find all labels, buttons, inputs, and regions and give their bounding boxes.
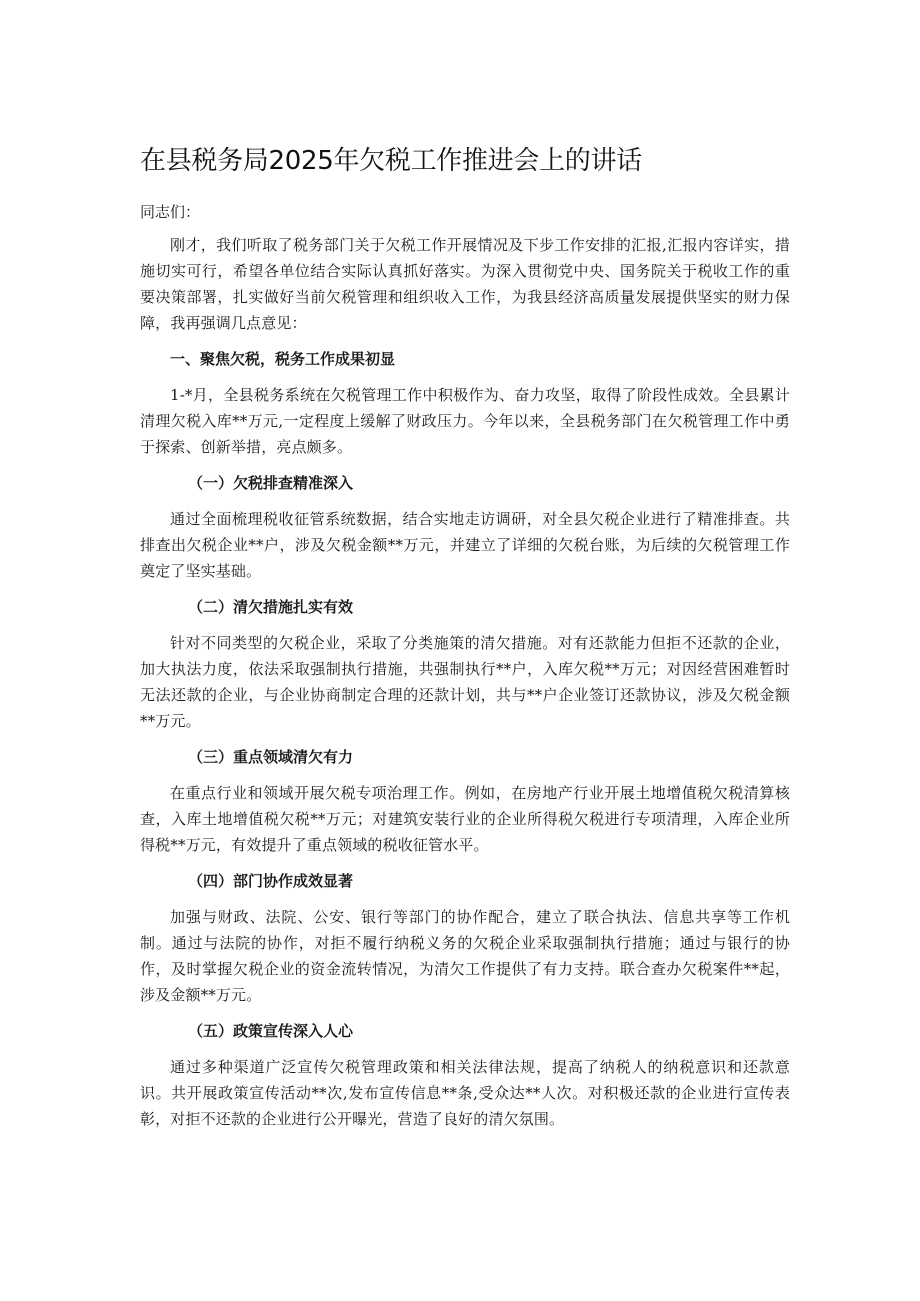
subsection-heading-4: （四）部门协作成效显著 [188,872,354,890]
subsection-heading-5: （五）政策宣传深入人心 [188,1022,354,1040]
subsection-heading-3: （三）重点领域清欠有力 [188,748,354,766]
subsection-paragraph-4: 加强与财政、法院、公安、银行等部门的协作配合，建立了联合执法、信息共享等工作机制。通过与法院的协作，对拒不履行纳税义务的欠税企业采取强制执行措施；通过与银行的协作，及时掌握欠税企业的资金流转情况，为清欠工作提供了有力支持。联合查办欠税案件**起，涉及金额**万元。 [140,908,790,1004]
subsection-paragraph-1: 通过全面梳理税收征管系统数据，结合实地走访调研，对全县欠税企业进行了精准排查。共排查出欠税企业**户，涉及欠税金额**万元，并建立了详细的欠税台账，为后续的欠税管理工作奠定了坚实基础。 [140,510,790,580]
document-body [140,232,790,1142]
intro-paragraph: 刚才，我们听取了税务部门关于欠税工作开展情况及下步工作安排的汇报,汇报内容详实，措施切实可行，希望各单位结合实际认真抓好落实。为深入贯彻党中央、国务院关于税收工作的重要决策部署，扎实做好当前欠税管理和组织收入工作，为我县经济高质量发展提供坚实的财力保障，我再强调几点意见： [140,236,790,332]
subsection-paragraph-2: 针对不同类型的欠税企业，采取了分类施策的清欠措施。对有还款能力但拒不还款的企业，加大执法力度，依法采取强制执行措施，共强制执行**户，入库欠税**万元；对因经营困难暂时无法还款的企业，与企业协商制定合理的还款计划，共与**户企业签订还款协议，涉及欠税金额**万元。 [140,634,790,730]
salutation: 同志们： [140,203,201,221]
document-title: 在县税务局2025年欠税工作推进会上的讲话 [140,146,642,176]
section-heading-1: 一、聚焦欠税，税务工作成果初显 [170,350,396,368]
subsection-paragraph-5: 通过多种渠道广泛宣传欠税管理政策和相关法律法规，提高了纳税人的纳税意识和还款意识。共开展政策宣传活动**次,发布宣传信息**条,受众达**人次。对积极还款的企业进行宣传表彰，对拒不还款的企业进行公开曝光，营造了良好的清欠氛围。 [140,1058,790,1128]
section-summary-paragraph: 1-*月，全县税务系统在欠税管理工作中积极作为、奋力攻坚，取得了阶段性成效。全县累计清理欠税入库**万元,一定程度上缓解了财政压力。今年以来，全县税务部门在欠税管理工作中勇于探索、创新举措，亮点颇多。 [140,386,790,456]
subsection-heading-1: （一）欠税排查精准深入 [188,474,354,492]
subsection-heading-2: （二）清欠措施扎实有效 [188,598,354,616]
subsection-paragraph-3: 在重点行业和领域开展欠税专项治理工作。例如，在房地产行业开展土地增值税欠税清算核查，入库土地增值税欠税**万元；对建筑安装行业的企业所得税欠税进行专项清理，入库企业所得税**万元，有效提升了重点领域的税收征管水平。 [140,784,790,854]
